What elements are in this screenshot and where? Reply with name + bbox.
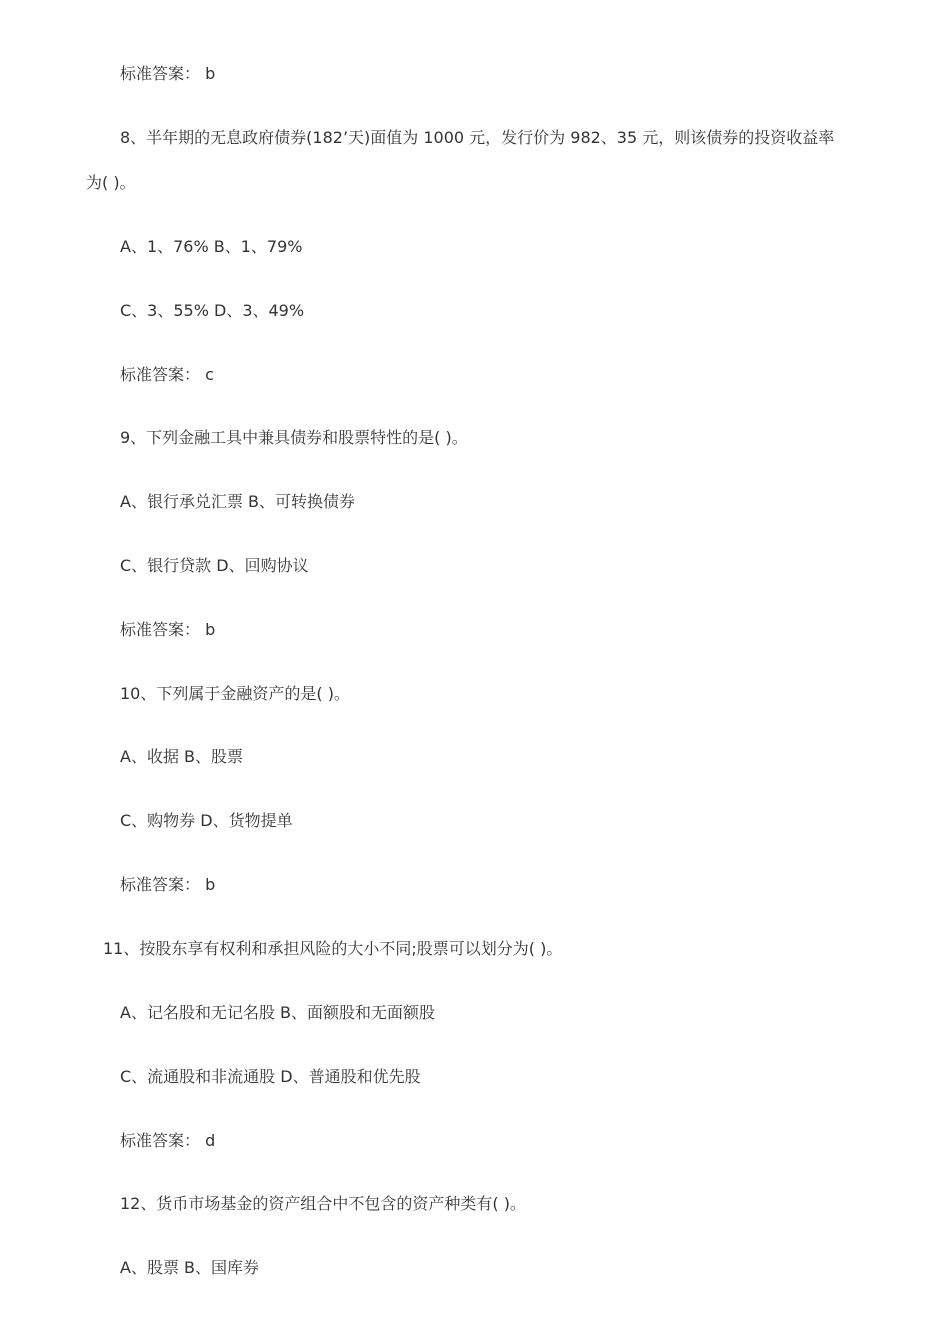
question-10-options-ab: A、收据 B、股票	[120, 747, 244, 766]
question-8-options-cd: C、3、55% D、3、49%	[120, 301, 305, 320]
question-9-options-ab: A、银行承兑汇票 B、可转换债券	[120, 492, 356, 511]
question-12-options-ab: A、股票 B、国库券	[120, 1258, 260, 1277]
answer-line-q10: 标准答案： b	[120, 875, 216, 894]
question-10-text: 10、下列属于金融资产的是( )。	[120, 684, 350, 703]
question-8-options-ab: A、1、76% B、1、79%	[120, 237, 303, 256]
question-11-text: 11、按股东享有权利和承担风险的大小不同;股票可以划分为( )。	[103, 939, 563, 958]
question-11-options-cd: C、流通股和非流通股 D、普通股和优先股	[120, 1067, 421, 1086]
answer-line-q7: 标准答案： b	[120, 64, 216, 83]
question-9-text: 9、下列金融工具中兼具债券和股票特性的是( )。	[120, 428, 468, 447]
question-8-text-cont: 为( )。	[86, 173, 136, 192]
question-9-options-cd: C、银行贷款 D、回购协议	[120, 556, 309, 575]
question-10-options-cd: C、购物券 D、货物提单	[120, 811, 293, 830]
question-8-text: 8、半年期的无息政府债券(182’天)面值为 1000 元，发行价为 982、35 元，则该债券的投资收益率	[120, 128, 835, 147]
answer-line-q8: 标准答案： c	[120, 365, 214, 384]
question-11-options-ab: A、记名股和无记名股 B、面额股和无面额股	[120, 1003, 436, 1022]
answer-line-q9: 标准答案： b	[120, 620, 216, 639]
answer-line-q11: 标准答案： d	[120, 1131, 216, 1150]
question-12-text: 12、货币市场基金的资产组合中不包含的资产种类有( )。	[120, 1194, 526, 1213]
